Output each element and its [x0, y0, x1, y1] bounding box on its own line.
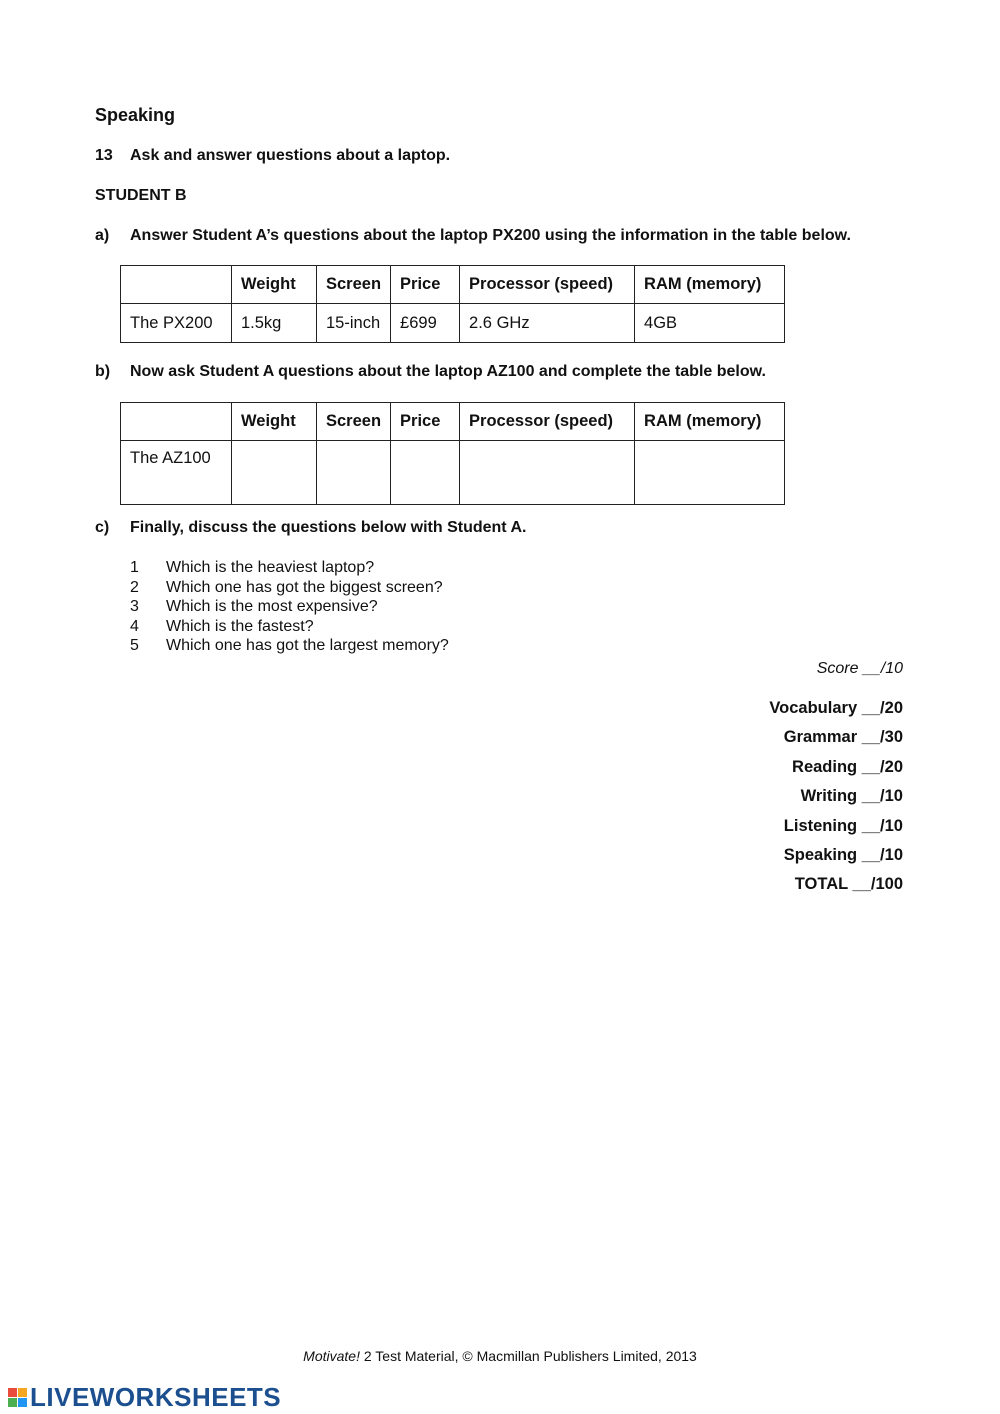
list-item-text: Which is the fastest? [166, 617, 314, 635]
header-cell-screen: Screen [317, 403, 391, 441]
total-speaking: Speaking __/10 [783, 845, 903, 864]
list-item [130, 597, 449, 617]
score-totals [769, 699, 903, 905]
copyright-footer [0, 1348, 1000, 1364]
list-item-number: 5 [130, 637, 139, 654]
table-header-row [121, 403, 785, 441]
table-row [121, 304, 785, 343]
header-cell-ram: RAM (memory) [635, 403, 785, 441]
liveworksheets-logo[interactable] [8, 1380, 281, 1414]
header-cell-price: Price [391, 266, 460, 304]
logo-text: LIVEWORKSHEETS [30, 1381, 282, 1412]
header-cell-empty [121, 266, 232, 304]
list-item-text: Which is the most expensive? [166, 598, 378, 615]
part-c-label: c) [95, 519, 110, 536]
list-item [130, 617, 449, 637]
logo-square-icon [8, 1398, 17, 1407]
header-cell-ram: RAM (memory) [635, 266, 785, 304]
answer-cell-price[interactable] [391, 441, 460, 505]
cell-processor: 2.6 GHz [460, 304, 635, 343]
list-item-number: 1 [130, 559, 139, 576]
footer-title: Motivate! [303, 1348, 360, 1364]
part-b-instruction [95, 363, 766, 381]
header-cell-price: Price [391, 403, 460, 441]
cell-screen: 15-inch [317, 304, 391, 343]
section-heading: Speaking [95, 105, 176, 125]
list-item-text: Which one has got the largest memory? [166, 637, 449, 654]
header-cell-processor: Processor (speed) [460, 403, 635, 441]
header-cell-weight: Weight [232, 266, 317, 304]
answer-cell-ram[interactable] [635, 441, 785, 505]
question-number: 13 [95, 147, 113, 164]
cell-price: £699 [391, 304, 460, 343]
part-b-text: Now ask Student A questions about the laptop AZ100 and complete the table below. [130, 363, 766, 380]
total-grammar: Grammar __/30 [783, 728, 903, 747]
table-row [121, 441, 785, 505]
answer-cell-processor[interactable] [460, 441, 635, 505]
question-text: Ask and answer questions about a laptop. [130, 147, 451, 164]
table-az100 [120, 402, 785, 505]
table-header-row [121, 266, 785, 304]
cell-weight: 1.5kg [232, 304, 317, 343]
logo-square-icon [8, 1388, 17, 1397]
answer-cell-weight[interactable] [232, 441, 317, 505]
list-item-number: 3 [130, 598, 139, 615]
question-line [95, 147, 450, 165]
logo-square-icon [18, 1398, 27, 1407]
list-item [130, 578, 449, 598]
header-cell-empty [121, 403, 232, 441]
total-vocabulary: Vocabulary __/20 [769, 699, 903, 717]
student-label: STUDENT B [95, 187, 187, 204]
part-b-label: b) [95, 363, 111, 380]
logo-icon [8, 1388, 27, 1407]
header-cell-screen: Screen [317, 266, 391, 304]
part-a-text: Answer Student A’s questions about the laptop PX200 using the information in the table below. [130, 227, 851, 244]
header-cell-processor: Processor (speed) [460, 266, 635, 304]
part-c-instruction [95, 519, 526, 537]
section-score: Score __/10 [816, 660, 903, 677]
header-cell-weight: Weight [232, 403, 317, 441]
part-a-label: a) [95, 227, 110, 244]
logo-square-icon [18, 1388, 27, 1397]
total-listening: Listening __/10 [783, 816, 903, 835]
list-item-number: 2 [130, 578, 139, 596]
discussion-question-list [130, 558, 449, 656]
table-px200 [120, 265, 785, 343]
part-c-text: Finally, discuss the questions below with Student A. [130, 519, 527, 536]
cell-ram: 4GB [635, 304, 785, 343]
total-overall: TOTAL __/100 [794, 875, 903, 894]
part-a-instruction [95, 227, 851, 245]
list-item-text: Which one has got the biggest screen? [166, 578, 443, 596]
list-item [130, 636, 449, 656]
footer-text: 2 Test Material, © Macmillan Publishers Limited, 2013 [359, 1348, 697, 1364]
list-item-number: 4 [130, 617, 139, 635]
list-item-text: Which is the heaviest laptop? [166, 559, 375, 576]
total-writing: Writing __/10 [800, 787, 903, 806]
list-item [130, 558, 449, 578]
cell-model: The AZ100 [121, 441, 232, 505]
answer-cell-screen[interactable] [317, 441, 391, 505]
cell-model: The PX200 [121, 304, 232, 343]
total-reading: Reading __/20 [792, 757, 903, 776]
